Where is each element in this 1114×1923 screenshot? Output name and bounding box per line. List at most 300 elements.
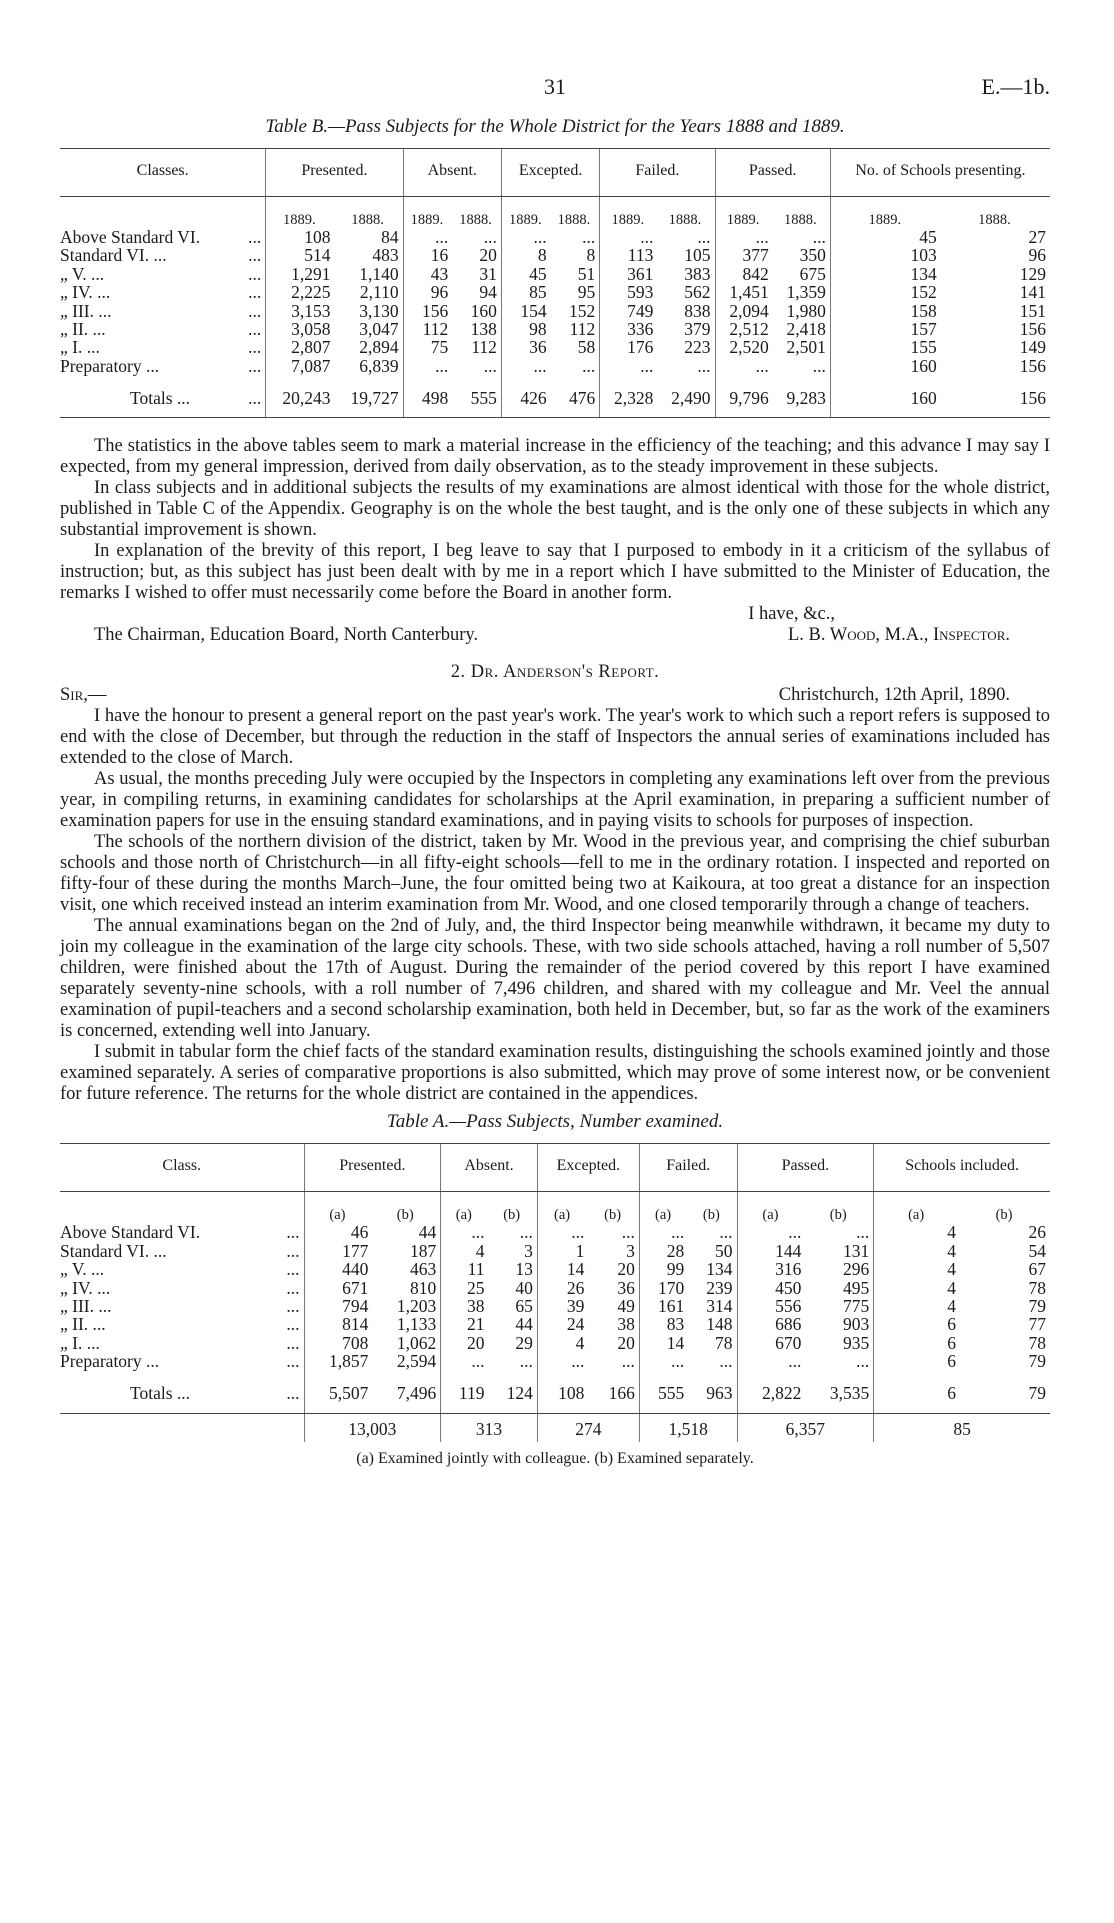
report-heading: 2. Dr. Anderson's Report. — [450, 662, 660, 683]
cell-value: 108 — [266, 228, 335, 246]
cell-value: 4 — [441, 1242, 489, 1260]
cell-value: 13 — [515, 1259, 533, 1280]
total-value: 963 — [688, 1370, 737, 1413]
cell-value: ... — [639, 1223, 688, 1241]
row-label: „ II. ... — [60, 318, 106, 339]
cell-value: 1,140 — [359, 263, 399, 284]
cell-value: 134 — [706, 1259, 733, 1280]
cell-value: 170 — [639, 1279, 688, 1297]
cell-value: 483 — [372, 245, 399, 266]
cell-value: ... — [537, 1352, 588, 1370]
column-header: Classes. — [60, 149, 266, 197]
cell-value: 148 — [706, 1314, 733, 1335]
leader-dots: ... — [286, 1222, 300, 1243]
header-row — [60, 149, 1050, 197]
totals-label: Totals ... — [60, 375, 241, 418]
row-label: „ I. ... — [60, 337, 100, 358]
cell-value: 99 — [639, 1260, 688, 1278]
cell-value: 8 — [586, 245, 596, 266]
cell-value: 160 — [830, 357, 940, 375]
cell-value: ... — [812, 355, 826, 376]
table-row — [60, 320, 1050, 338]
cell-value: 129 — [1019, 263, 1046, 284]
salutation: Sir,— — [60, 685, 107, 706]
subheader-label: (b) — [396, 1207, 414, 1224]
cell-value: 79 — [1028, 1295, 1046, 1316]
cell-value: 3 — [626, 1240, 635, 1261]
cell-value: 223 — [684, 337, 711, 358]
cell-value: 134 — [830, 265, 940, 283]
combined-total: 313 — [441, 1413, 538, 1442]
cell-value: 79 — [1028, 1351, 1046, 1372]
cell-value: 6 — [874, 1352, 960, 1370]
closing-phrase: I have, &c., — [748, 604, 835, 625]
cell-value: 2,418 — [786, 318, 826, 339]
cell-value: 152 — [830, 283, 940, 301]
leader-dots: ... — [248, 318, 262, 339]
cell-value: 25 — [441, 1279, 489, 1297]
cell-value: 2,512 — [715, 320, 773, 338]
cell-value: 156 — [1019, 355, 1046, 376]
cell-value: 775 — [842, 1295, 870, 1316]
cell-value: 239 — [706, 1277, 733, 1298]
total-value: 3,535 — [805, 1370, 873, 1413]
cell-value: 7,087 — [266, 357, 335, 375]
cell-value: 3,058 — [266, 320, 335, 338]
column-header: Excepted. — [501, 149, 599, 197]
row-label: Standard VI. ... — [60, 245, 167, 266]
cell-value: 96 — [1028, 245, 1046, 266]
cell-value: 794 — [304, 1297, 372, 1315]
table-row — [60, 1315, 1050, 1333]
column-header: No. of Schools presenting. — [830, 149, 1050, 197]
cell-value: ... — [737, 1223, 805, 1241]
cell-value: 141 — [1019, 282, 1046, 303]
cell-value: ... — [600, 228, 658, 246]
total-value: 555 — [639, 1370, 688, 1413]
paragraph: I have the honour to present a general report on the past year's work. The year's work to which such a report refers is supposed to end with the close of December, but through the reduction in the staff of Inspectors the annual series of examinations included has extended to the close of March. — [60, 706, 1050, 769]
leader-dots: ... — [248, 227, 262, 248]
row-label: Preparatory ... — [60, 355, 160, 376]
cell-value: 3 — [524, 1240, 533, 1261]
cell-value: 95 — [577, 282, 596, 303]
signature: L. B. Wood, M.A., Inspector. — [787, 625, 1010, 646]
total-value: 108 — [537, 1370, 588, 1413]
column-header: Passed. — [715, 149, 830, 197]
column-header: Schools included. — [874, 1144, 1050, 1192]
cell-value: 495 — [842, 1277, 870, 1298]
subheader-label: (b) — [829, 1207, 847, 1224]
cell-value: 379 — [684, 318, 711, 339]
spacer — [60, 1413, 275, 1442]
cell-value: 46 — [304, 1223, 372, 1241]
subheader-row — [60, 196, 1050, 228]
table-row — [60, 1279, 1050, 1297]
combined-total: 85 — [874, 1413, 1050, 1442]
cell-value: 24 — [537, 1315, 588, 1333]
cell-value: 113 — [600, 246, 658, 264]
subheader-label: 1889. — [715, 196, 773, 228]
cell-value: ... — [403, 357, 452, 375]
paragraph: The statistics in the above tables seem to mark a material increase in the efficiency of the teaching; and this advance I may say I expected, from my general impression, derived from daily observation, as to the steady improvement in these subjects. — [60, 436, 1050, 478]
row-label: Above Standard VI. — [60, 1222, 201, 1243]
table-row — [60, 1297, 1050, 1315]
cell-value: 77 — [1028, 1314, 1046, 1335]
document-reference: E.—1b. — [981, 74, 1050, 99]
totals-row — [60, 1370, 1050, 1413]
column-header: Failed. — [600, 149, 715, 197]
cell-value: ... — [483, 227, 497, 248]
cell-value: 51 — [577, 263, 596, 284]
cell-value: 935 — [842, 1332, 870, 1353]
cell-value: 83 — [639, 1315, 688, 1333]
subheader-label: (b) — [995, 1207, 1013, 1224]
cell-value: 1,203 — [396, 1295, 437, 1316]
total-value: 20,243 — [266, 375, 335, 418]
cell-value: 440 — [304, 1260, 372, 1278]
cell-value: ... — [621, 1351, 635, 1372]
cell-value: 98 — [501, 320, 550, 338]
table-row — [60, 1352, 1050, 1370]
cell-value: ... — [856, 1222, 870, 1243]
table-row — [60, 1334, 1050, 1352]
row-label: Preparatory ... — [60, 1351, 160, 1372]
anderson-report — [60, 706, 1050, 1105]
cell-value: 96 — [403, 283, 452, 301]
cell-value: ... — [812, 227, 826, 248]
cell-value: 85 — [501, 283, 550, 301]
cell-value: 44 — [515, 1314, 533, 1335]
cell-value: 20 — [479, 245, 497, 266]
cell-value: 4 — [537, 1334, 588, 1352]
total-value: 156 — [941, 375, 1050, 418]
subheader-label: (a) — [737, 1192, 805, 1224]
table-row — [60, 228, 1050, 246]
cell-value: 593 — [600, 283, 658, 301]
cell-value: ... — [403, 228, 452, 246]
cell-value: 2,110 — [359, 282, 399, 303]
cell-value: 814 — [304, 1315, 372, 1333]
cell-value: 152 — [569, 300, 596, 321]
leader-dots: ... — [275, 1370, 304, 1413]
cell-value: 450 — [737, 1279, 805, 1297]
cell-value: 514 — [266, 246, 335, 264]
totals-row — [60, 375, 1050, 418]
leader-dots: ... — [248, 282, 262, 303]
cell-value: 26 — [1028, 1222, 1046, 1243]
subheader-row — [60, 1192, 1050, 1224]
cell-value: 155 — [830, 338, 940, 356]
cell-value: 158 — [830, 302, 940, 320]
subheader-label: 1888. — [459, 211, 492, 228]
cell-value: 314 — [706, 1295, 733, 1316]
paragraph: The schools of the northern division of the district, taken by Mr. Wood in the previous year, and comprising the chief suburban schools and those north of Christchurch—in all fifty-eight schools—fell to me in the ordinary rotation. I inspected and reported on fifty-four of these during the months March–June, the four omitted being two at Kaikoura, at too great a distance for an inspection visit, one which received instead an interim examination from Mr. Wood, and one closed temporarily through a change of teachers. — [60, 832, 1050, 916]
total-value: 426 — [501, 375, 550, 418]
spacer — [60, 196, 241, 228]
cell-value: ... — [501, 357, 550, 375]
cell-value: 562 — [684, 282, 711, 303]
subheader-label: 1889. — [266, 196, 335, 228]
cell-value: 296 — [842, 1259, 870, 1280]
cell-value: 94 — [479, 282, 497, 303]
column-header: Failed. — [639, 1144, 737, 1192]
column-header: Absent. — [403, 149, 501, 197]
table-row — [60, 283, 1050, 301]
cell-value: 26 — [537, 1279, 588, 1297]
cell-value: 3,130 — [359, 300, 399, 321]
subheader-label: (a) — [441, 1192, 489, 1224]
cell-value: ... — [856, 1351, 870, 1372]
leader-dots: ... — [286, 1295, 300, 1316]
cell-value: 40 — [515, 1277, 533, 1298]
spacer — [241, 196, 266, 228]
subheader-label: (a) — [874, 1192, 960, 1224]
cell-value: 36 — [617, 1277, 635, 1298]
column-header: Absent. — [441, 1144, 538, 1192]
subheader-label: (a) — [639, 1192, 688, 1224]
combined-total: 274 — [537, 1413, 639, 1442]
cell-value: ... — [621, 1222, 635, 1243]
cell-value: ... — [582, 355, 596, 376]
cell-value: 810 — [409, 1277, 437, 1298]
cell-value: 144 — [737, 1242, 805, 1260]
signature-line — [60, 625, 1050, 646]
table-b — [60, 148, 1050, 418]
cell-value: 103 — [830, 246, 940, 264]
cell-value: ... — [719, 1222, 733, 1243]
cell-value: 20 — [441, 1334, 489, 1352]
column-header: Presented. — [266, 149, 403, 197]
cell-value: 3,047 — [359, 318, 399, 339]
total-value: 2,822 — [737, 1370, 805, 1413]
cell-value: 160 — [470, 300, 497, 321]
cell-value: 187 — [409, 1240, 437, 1261]
cell-value: 58 — [577, 337, 596, 358]
cell-value: 11 — [441, 1260, 489, 1278]
cell-value: 149 — [1019, 337, 1046, 358]
cell-value: 78 — [1028, 1277, 1046, 1298]
paragraph: As usual, the months preceding July were occupied by the Inspectors in completing any examinations left over from the previous year, in compiling returns, in examining candidates for scholarships at the April examination, in preparing a sufficient number of examination papers for use in the ensuing standard examinations, and in paying visits to schools for purposes of inspection. — [60, 769, 1050, 832]
cell-value: ... — [441, 1223, 489, 1241]
cell-value: 6 — [874, 1334, 960, 1352]
place-date: Christchurch, 12th April, 1890. — [778, 685, 1010, 706]
cell-value: 21 — [441, 1315, 489, 1333]
paragraph: In class subjects and in additional subjects the results of my examinations are almost identical with those for the whole district, published in Table C of the Appendix. Geography is on the whole the best taught, and is the only one of these subjects in which any substantial improvement is shown. — [60, 478, 1050, 541]
leader-dots: ... — [286, 1332, 300, 1353]
table-row — [60, 1223, 1050, 1241]
cell-value: 154 — [501, 302, 550, 320]
paragraph: I submit in tabular form the chief facts of the standard examination results, distinguishing the schools examined jointly and those examined separately. A series of comparative proportions is also submitted, which may prove of some interest now, or be convenient for future reference. The returns for the whole district are contained in the appendices. — [60, 1042, 1050, 1105]
cell-value: ... — [537, 1223, 588, 1241]
cell-value: 3,153 — [266, 302, 335, 320]
cell-value: 686 — [737, 1315, 805, 1333]
cell-value: 138 — [470, 318, 497, 339]
cell-value: 1,359 — [786, 282, 826, 303]
table-a-caption: Table A.—Pass Subjects, Number examined. — [386, 1111, 724, 1133]
page-number: 31 — [544, 74, 566, 99]
table-b-caption: Table B.—Pass Subjects for the Whole District for the Years 1888 and 1889. — [265, 116, 845, 137]
subheader-label: 1889. — [830, 196, 940, 228]
cell-value: ... — [600, 357, 658, 375]
subheader-label: 1889. — [501, 196, 550, 228]
cell-value: 75 — [403, 338, 452, 356]
leader-dots: ... — [286, 1277, 300, 1298]
cell-value: ... — [697, 227, 711, 248]
column-header: Presented. — [304, 1144, 441, 1192]
table-row — [60, 246, 1050, 264]
cell-value: 45 — [830, 228, 940, 246]
cell-value: ... — [582, 227, 596, 248]
leader-dots: ... — [286, 1240, 300, 1261]
cell-value: 4 — [874, 1297, 960, 1315]
cell-value: ... — [737, 1352, 805, 1370]
row-label: „ III. ... — [60, 300, 112, 321]
row-label: „ V. ... — [60, 263, 105, 284]
leader-dots: ... — [248, 300, 262, 321]
table-row — [60, 265, 1050, 283]
combined-total: 6,357 — [737, 1413, 874, 1442]
paragraph: In explanation of the brevity of this report, I beg leave to say that I purposed to embody in it a criticism of the syllabus of instruction; but, as this subject has just been dealt with by me in a report which I have submitted to the Minister of Education, the remarks I wished to offer must necessarily come before the Board in another form. — [60, 541, 1050, 604]
closing-line — [60, 604, 1050, 625]
cell-value: 4 — [874, 1242, 960, 1260]
cell-value: 176 — [600, 338, 658, 356]
leader-dots: ... — [286, 1259, 300, 1280]
subheader-label: 1888. — [351, 211, 384, 228]
cell-value: 350 — [799, 245, 826, 266]
total-value: 79 — [960, 1370, 1050, 1413]
spacer — [275, 1413, 304, 1442]
cell-value: 1 — [537, 1242, 588, 1260]
spacer — [275, 1192, 304, 1224]
cell-value: 1,857 — [304, 1352, 372, 1370]
cell-value: 50 — [715, 1240, 733, 1261]
cell-value: 112 — [471, 337, 497, 358]
cell-value: 156 — [1019, 318, 1046, 339]
cell-value: 49 — [617, 1295, 635, 1316]
combined-total: 13,003 — [304, 1413, 441, 1442]
header-row — [60, 1144, 1050, 1192]
cell-value: 1,980 — [786, 300, 826, 321]
total-value: 9,796 — [715, 375, 773, 418]
subheader-label: 1888. — [783, 211, 817, 228]
row-label: Above Standard VI. — [60, 227, 201, 248]
table-footnote: (a) Examined jointly with colleague. (b) Examined separately. — [356, 1450, 754, 1468]
cell-value: 2,501 — [786, 337, 826, 358]
cell-value: 2,594 — [396, 1351, 437, 1372]
cell-value: 2,807 — [266, 338, 335, 356]
subheader-label: 1889. — [403, 196, 452, 228]
cell-value: 1,133 — [396, 1314, 437, 1335]
row-label: „ III. ... — [60, 1295, 112, 1316]
cell-value: 14 — [537, 1260, 588, 1278]
subheader-label: (b) — [702, 1207, 720, 1224]
cell-value: 161 — [639, 1297, 688, 1315]
cell-value: 1,291 — [266, 265, 335, 283]
subheader-label: 1888. — [668, 211, 702, 228]
cell-value: 6 — [874, 1315, 960, 1333]
cell-value: 157 — [830, 320, 940, 338]
row-label: „ IV. ... — [60, 1277, 111, 1298]
cell-value: 4 — [874, 1260, 960, 1278]
total-value: 2,328 — [600, 375, 658, 418]
total-value: 5,507 — [304, 1370, 372, 1413]
cell-value: ... — [483, 355, 497, 376]
cell-value: ... — [501, 228, 550, 246]
cell-value: 675 — [799, 263, 826, 284]
cell-value: 6,839 — [359, 355, 399, 376]
spacer — [60, 1192, 275, 1224]
total-value: 166 — [588, 1370, 639, 1413]
cell-value: 45 — [501, 265, 550, 283]
cell-value: 4 — [874, 1279, 960, 1297]
cell-value: 112 — [403, 320, 452, 338]
subheader-label: 1888. — [978, 211, 1011, 228]
cell-value: 336 — [600, 320, 658, 338]
cell-value: 383 — [684, 263, 711, 284]
cell-value: 903 — [842, 1314, 870, 1335]
cell-value: 31 — [479, 263, 497, 284]
total-value: 9,283 — [773, 375, 831, 418]
cell-value: 177 — [304, 1242, 372, 1260]
leader-dots: ... — [248, 245, 262, 266]
row-label: Standard VI. ... — [60, 1240, 167, 1261]
cell-value: 377 — [715, 246, 773, 264]
total-value: 160 — [830, 375, 940, 418]
cell-value: 112 — [569, 318, 596, 339]
row-label: „ IV. ... — [60, 282, 111, 303]
cell-value: 28 — [639, 1242, 688, 1260]
cell-value: 670 — [737, 1334, 805, 1352]
cell-value: ... — [715, 228, 773, 246]
cell-value: 43 — [403, 265, 452, 283]
leader-dots: ... — [248, 355, 262, 376]
cell-value: ... — [697, 355, 711, 376]
leader-dots: ... — [286, 1351, 300, 1372]
table-row — [60, 302, 1050, 320]
cell-value: 151 — [1019, 300, 1046, 321]
column-header: Class. — [60, 1144, 304, 1192]
leader-dots: ... — [241, 375, 266, 418]
cell-value: 2,520 — [715, 338, 773, 356]
row-label: „ V. ... — [60, 1259, 105, 1280]
cell-value: ... — [719, 1351, 733, 1372]
table-row — [60, 1242, 1050, 1260]
subheader-label: (b) — [604, 1207, 622, 1224]
row-label: „ II. ... — [60, 1314, 106, 1335]
paragraph: The annual examinations began on the 2nd of July, and, the third Inspector being meanwhile withdrawn, it became my duty to join my colleague in the examination of the large city schools. These, with two side schools attached, having a roll number of 5,507 children, were finished about the 17th of August. During the remainder of the period covered by this report I have examined separately seventy-nine schools, with a roll number of 7,496 children, and shared with my colleague and Mr. Veel the annual examination of pupil-teachers and a second scholarship examination, both held in December, but, so far as the work of the examiners is concerned, extending well into January. — [60, 916, 1050, 1042]
cell-value: 842 — [715, 265, 773, 283]
salutation-line — [60, 685, 1050, 706]
cell-value: 316 — [737, 1260, 805, 1278]
cell-value: 20 — [617, 1259, 635, 1280]
inspector-report-1 — [60, 436, 1050, 646]
cell-value: 78 — [715, 1332, 733, 1353]
total-value: 498 — [403, 375, 452, 418]
subheader-label: 1888. — [557, 211, 591, 228]
addressee: The Chairman, Education Board, North Canterbury. — [94, 625, 479, 646]
total-value: 2,490 — [657, 375, 715, 418]
cell-value: 65 — [515, 1295, 533, 1316]
total-value: 555 — [452, 375, 501, 418]
cell-value: 2,094 — [715, 302, 773, 320]
subheader-label: (a) — [537, 1192, 588, 1224]
cell-value: ... — [519, 1351, 533, 1372]
subheader-label: (a) — [304, 1192, 372, 1224]
cell-value: 838 — [684, 300, 711, 321]
cell-value: 105 — [684, 245, 711, 266]
cell-value: 38 — [617, 1314, 635, 1335]
cell-value: 156 — [403, 302, 452, 320]
